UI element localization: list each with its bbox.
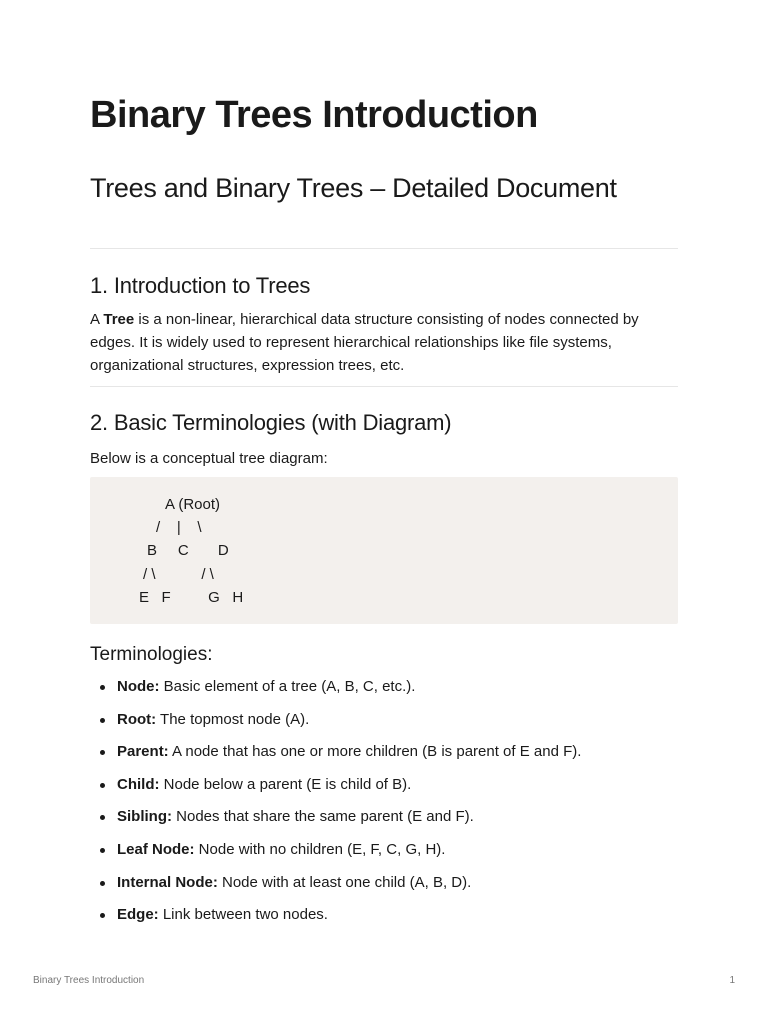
diagram-line: / \ / \ bbox=[143, 566, 214, 583]
term-label: Leaf Node: bbox=[117, 840, 195, 858]
footer-document-title: Binary Trees Introduction bbox=[33, 975, 145, 986]
intro-paragraph bbox=[90, 308, 680, 377]
term-description: Nodes that share the same parent (E and F). bbox=[172, 808, 474, 826]
terminologies-subheading: Terminologies: bbox=[90, 644, 213, 665]
tree-diagram-code-block bbox=[90, 477, 678, 624]
list-item bbox=[90, 709, 678, 742]
term-label: Node: bbox=[117, 678, 160, 695]
diagram-line: B C D bbox=[147, 542, 229, 559]
term-description: The topmost node (A). bbox=[156, 710, 310, 728]
term-label: Edge: bbox=[117, 906, 159, 924]
term-description: Node below a parent (E is child of B). bbox=[159, 775, 412, 793]
term-label: Parent: bbox=[117, 743, 169, 761]
page-title: Binary Trees Introduction bbox=[90, 94, 538, 136]
term-description: Basic element of a tree (A, B, C, etc.). bbox=[159, 678, 416, 695]
list-item bbox=[90, 774, 678, 807]
term-label: Root: bbox=[117, 710, 157, 728]
diagram-line: / | \ bbox=[156, 519, 202, 536]
list-item bbox=[90, 741, 678, 774]
list-item bbox=[90, 872, 678, 905]
intro-paragraph-bold: Tree bbox=[103, 311, 135, 328]
list-item bbox=[90, 806, 678, 839]
section-heading-terminologies: 2. Basic Terminologies (with Diagram) bbox=[90, 410, 452, 435]
divider bbox=[90, 248, 678, 249]
document-title: Trees and Binary Trees – Detailed Document bbox=[90, 173, 617, 203]
term-label: Child: bbox=[117, 775, 160, 793]
list-item bbox=[90, 676, 678, 709]
list-item bbox=[90, 904, 678, 937]
term-description: A node that has one or more children (B is parent of E and F). bbox=[168, 743, 582, 761]
terminology-list bbox=[90, 676, 678, 937]
list-item bbox=[90, 839, 678, 872]
term-description: Node with at least one child (A, B, D). bbox=[217, 873, 472, 891]
intro-paragraph-text: is a non-linear, hierarchical data structure consisting of nodes connected by edges. It is widely used to represent hierarchical relationships like file systems, organizational structures, expression trees, etc. bbox=[90, 311, 639, 374]
term-description: Link between two nodes. bbox=[158, 906, 328, 924]
intro-paragraph-prefix: A bbox=[90, 311, 104, 328]
diagram-line: A (Root) bbox=[165, 496, 221, 513]
diagram-line: E F G H bbox=[139, 589, 244, 606]
divider bbox=[90, 386, 678, 387]
term-label: Sibling: bbox=[117, 808, 172, 826]
term-label: Internal Node: bbox=[117, 873, 218, 891]
diagram-intro: Below is a conceptual tree diagram: bbox=[90, 450, 328, 467]
term-description: Node with no children (E, F, C, G, H). bbox=[194, 840, 446, 858]
footer-page-number: 1 bbox=[729, 975, 735, 986]
section-heading-introduction: 1. Introduction to Trees bbox=[90, 273, 311, 298]
